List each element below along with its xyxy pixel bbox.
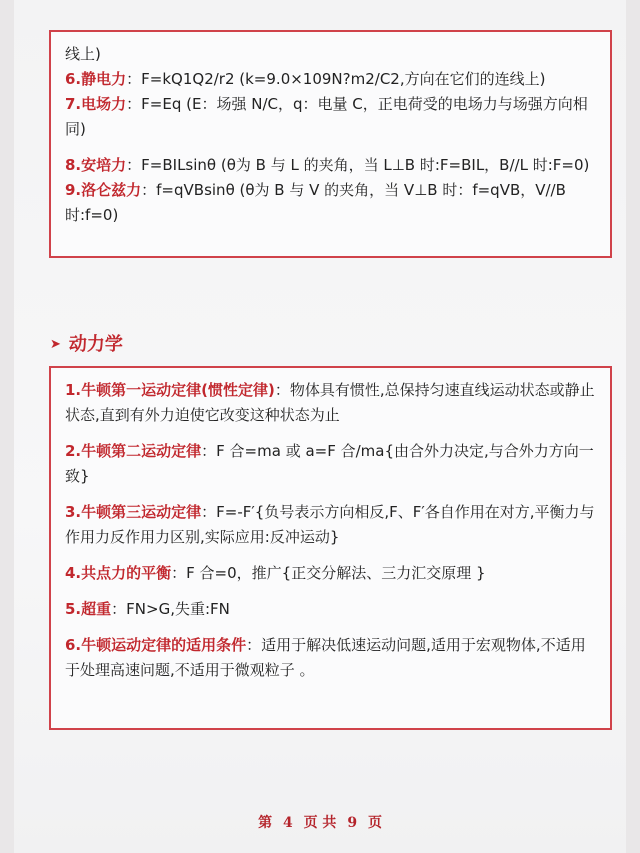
continued-text: 线上) (65, 45, 101, 63)
formula-item (65, 439, 596, 489)
item-number: 4. (65, 564, 82, 582)
formula-box-dynamics (49, 366, 612, 730)
item-term: 洛仑兹力 (81, 181, 142, 199)
formula-box-electromagnetism (49, 30, 612, 258)
total-page-count: 9 (347, 815, 358, 831)
item-term: 安培力 (81, 156, 127, 174)
item-term: 共点力的平衡 (81, 564, 172, 582)
formula-item (65, 153, 596, 178)
item-text: ：适用于解决低速运动问题,适用于宏观物体,不适用于处理高速问题,不适用于微观粒子 。 (65, 636, 586, 679)
section-heading (50, 330, 123, 356)
item-text: ：F=kQ1Q2/r2 (k=9.0×109N?m2/C2,方向在它们的连线上) (126, 70, 546, 88)
footer-suffix: 页 (367, 815, 382, 831)
formula-item (65, 378, 596, 428)
page-footer (14, 812, 626, 832)
item-term: 静电力 (81, 70, 127, 88)
item-number: 7. (65, 95, 82, 113)
item-text: ：物体具有惯性,总保持匀速直线运动状态或静止状态,直到有外力迫使它改变这种状态为止 (65, 381, 595, 424)
item-term: 电场力 (81, 95, 127, 113)
item-text: ：F=-F′{负号表示方向相反,F、F′各自作用在对方,平衡力与作用力反作用力区别,实际应用:反冲运动} (65, 503, 595, 546)
current-page-number: 4 (282, 815, 293, 831)
item-number: 2. (65, 442, 82, 460)
item-text: ：FN>G,失重:FN (111, 600, 230, 618)
formula-item (65, 67, 596, 92)
document-page (14, 0, 626, 853)
item-text: ：F 合=ma 或 a=F 合/ma{由合外力决定,与合外力方向一致} (65, 442, 594, 485)
item-text: ：F 合=0，推广{正交分解法、三力汇交原理 } (171, 564, 486, 582)
item-text: ：F=Eq (E：场强 N/C，q：电量 C，正电荷受的电场力与场强方向相同) (65, 95, 588, 138)
item-number: 6. (65, 70, 82, 88)
item-text: ：F=BILsinθ (θ为 B 与 L 的夹角，当 L⊥B 时:F=BIL，B//L 时:F=0) (126, 156, 590, 174)
item-number: 1. (65, 381, 82, 399)
item-text: ：f=qVBsinθ (θ为 B 与 V 的夹角，当 V⊥B 时：f=qVB，V//B 时:f=0) (65, 181, 566, 224)
formula-item (65, 561, 596, 586)
arrow-bullet-icon: ➤ (50, 337, 61, 352)
item-term: 牛顿第一运动定律(惯性定律) (81, 381, 275, 399)
section-title: 动力学 (68, 334, 123, 355)
item-number: 3. (65, 503, 82, 521)
formula-item (65, 178, 596, 228)
formula-item (65, 597, 596, 622)
item-number: 6. (65, 636, 82, 654)
formula-item (65, 633, 596, 683)
formula-item (65, 92, 596, 142)
item-number: 8. (65, 156, 82, 174)
footer-prefix: 第 (258, 815, 273, 831)
footer-middle: 页 共 (303, 815, 337, 831)
item-term: 牛顿运动定律的适用条件 (81, 636, 247, 654)
item-number: 5. (65, 600, 82, 618)
item-term: 牛顿第三运动定律 (81, 503, 202, 521)
item-term: 超重 (81, 600, 112, 618)
item-number: 9. (65, 181, 82, 199)
formula-item (65, 500, 596, 550)
item-term: 牛顿第二运动定律 (81, 442, 202, 460)
